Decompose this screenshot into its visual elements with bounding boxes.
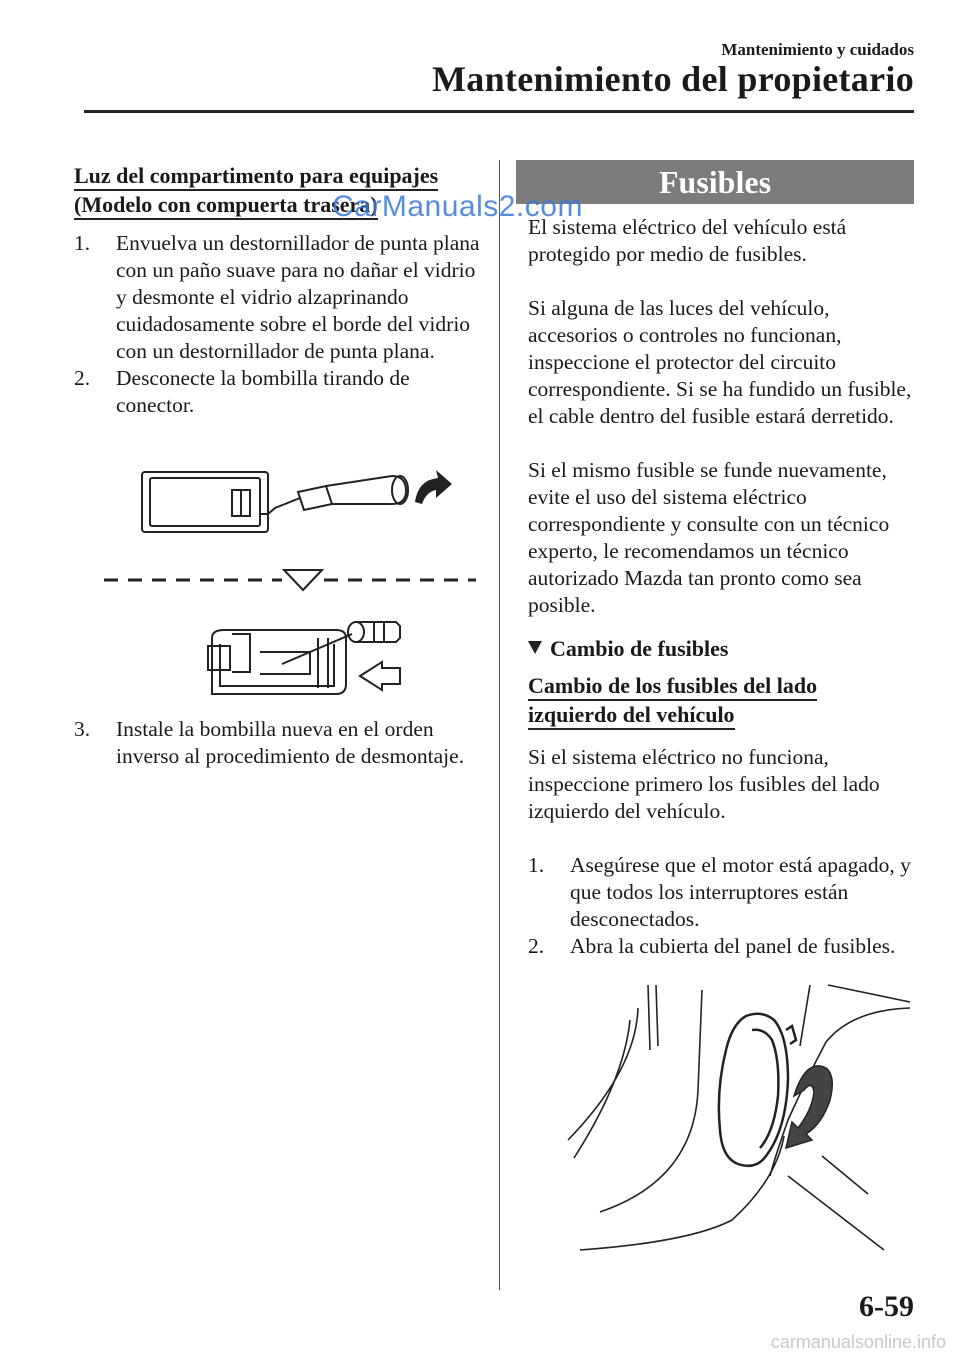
step-number: 2. (74, 366, 91, 390)
triangle-bullet-icon (528, 641, 542, 654)
paragraph: Si el sistema eléctrico no funciona, inspeccione primero los fusibles del lado izquierdo del vehículo. (528, 745, 880, 823)
column-divider (499, 160, 500, 1290)
step-text: Abra la cubierta del panel de fusibles. (570, 934, 896, 958)
sub-heading-line-2: izquierdo del vehículo (528, 702, 735, 730)
step-number: 2. (528, 934, 545, 958)
step-number: 1. (74, 231, 91, 255)
sub-heading (528, 672, 914, 730)
list-item (74, 365, 482, 419)
list-item (528, 933, 914, 960)
subsection-title: Cambio de fusibles (528, 635, 914, 662)
heading-line-2: (Modelo con compuerta trasera) (74, 192, 378, 220)
list-item (74, 230, 482, 365)
bulb-removal-illustration (100, 462, 480, 724)
step-text: Asegúrese que el motor está apagado, y que todos los interruptores están desconectados. (570, 853, 911, 931)
fusibles-text (528, 214, 914, 960)
section-title-bar: Fusibles (516, 160, 914, 204)
step-number: 3. (74, 717, 91, 741)
chapter-title: Mantenimiento y cuidados (721, 40, 914, 59)
heading-line-1: Luz del compartimento para equipajes (74, 163, 438, 191)
step-text: Desconecte la bombilla tirando de conector. (116, 366, 410, 417)
sub-heading-line-1: Cambio de los fusibles del lado (528, 673, 817, 701)
footer-watermark: carmanualsonline.info (770, 1332, 946, 1352)
list-item (528, 852, 914, 933)
header-rule (84, 110, 914, 113)
step-number: 1. (528, 853, 545, 877)
page-number: 6-59 (859, 1290, 914, 1323)
paragraph: El sistema eléctrico del vehículo está protegido por medio de fusibles. (528, 215, 847, 266)
steps-list-top (74, 230, 482, 419)
watermark-overlay: CarManuals2.com (332, 190, 583, 223)
steps-list-bottom (74, 716, 482, 770)
fuse-panel-illustration (560, 980, 920, 1260)
step-text: Instale la bombilla nueva en el orden inverso al procedimiento de desmontaje. (116, 717, 465, 768)
paragraph: Si el mismo fusible se funde nuevamente, evite el uso del sistema eléctrico correspondiente y consulte con un técnico experto, le recomendamos un técnico autorizado Mazda tan pronto como sea posible. (528, 458, 890, 617)
paragraph: Si alguna de las luces del vehículo, accesorios o controles no funcionan, inspeccione el protector del circuito correspondiente. Si se ha fundido un fusible, el cable dentro del fusible estará derretido. (528, 296, 912, 428)
step-text: Envuelva un destornillador de punta plana con un paño suave para no dañar el vidrio y desmonte el vidrio alzaprinando cuidadosamente sobre el borde del vidrio con un destornillador de punta plana. (116, 231, 480, 363)
page-title: Mantenimiento del propietario (432, 59, 914, 99)
list-item (74, 716, 482, 770)
